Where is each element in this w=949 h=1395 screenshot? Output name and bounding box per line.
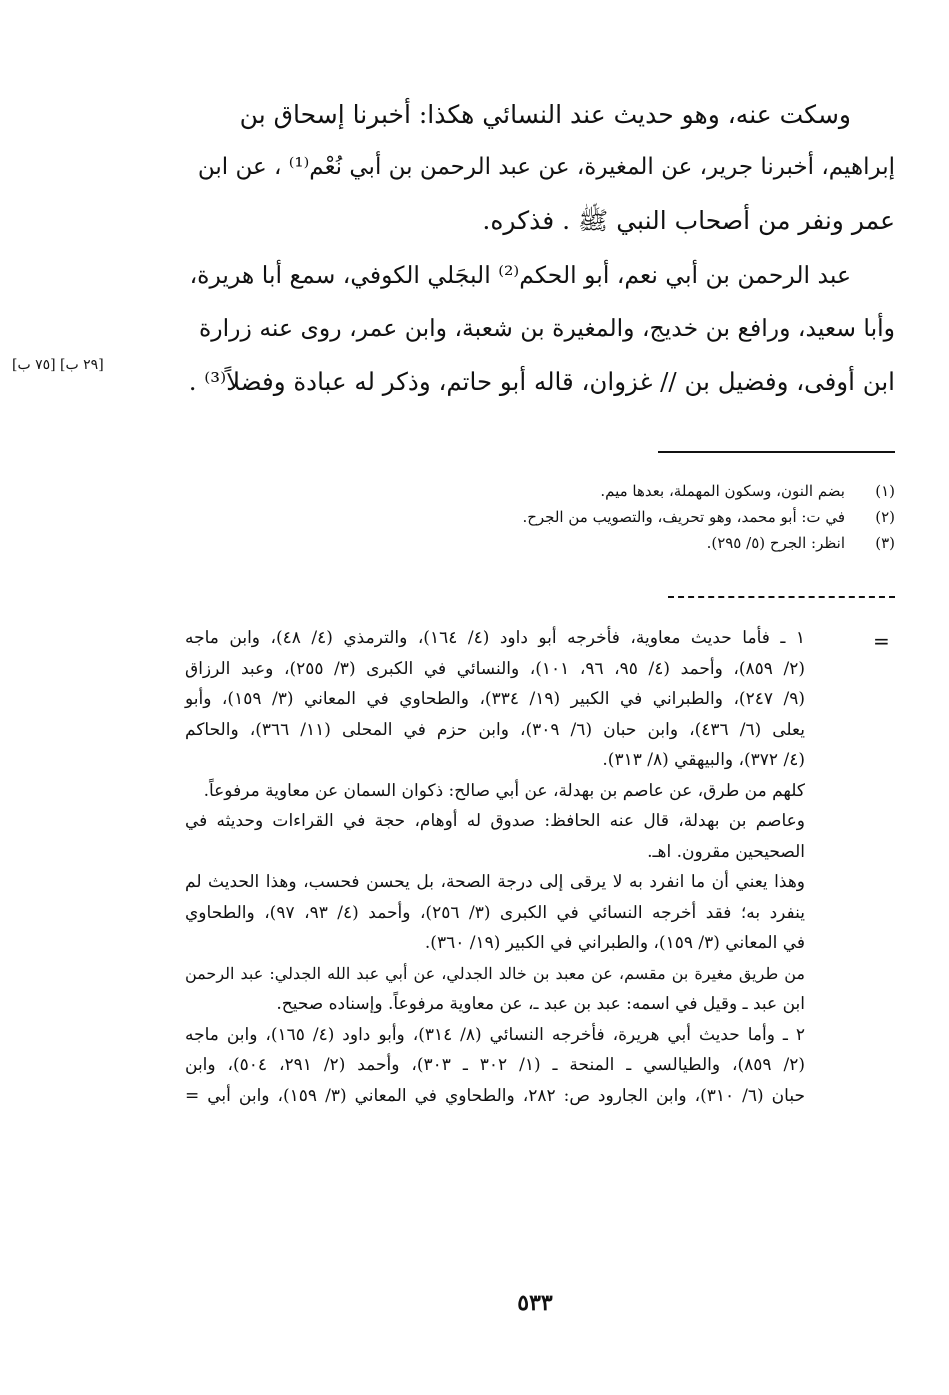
main-text — [185, 88, 895, 408]
commentary-line: كلهم من طرق، عن عاصم بن بهدلة، عن أبي صالح: ذكوان السمان عن معاوية مرفوعاً. — [203, 780, 805, 801]
footnote-text: في ت: أبو محمد، وهو تحريف، والتصويب من الجرح. — [522, 508, 845, 526]
commentary-line: (٩/ ٢٤٧)، والطبراني في الكبير (١٩/ ٣٣٤)، والطحاوي في المعاني (٣/ ١٥٩)، وأبو — [185, 689, 805, 709]
commentary-line: حبان (٦/ ٣١٠)، وابن الجارود ص: ٢٨٢، والطحاوي في المعاني (٣/ ١٥٩)، وابن أبي = — [185, 1085, 805, 1106]
footnote-number: (١) — [875, 482, 895, 500]
commentary-line: في المعاني (٣/ ١٥٩)، والطبراني في الكبير (١٩/ ٣٦٠). — [424, 933, 805, 953]
commentary-line: ابن عبد ـ وقيل في اسمه: عبد بن عبد ـ، عن معاوية مرفوعاً. وإسناده صحيح. — [276, 994, 805, 1014]
paragraph-1 — [185, 88, 895, 247]
continuation-mark: = — [873, 629, 890, 653]
page-number: ٥٣٣ — [517, 1290, 553, 1316]
footnote-item — [450, 530, 895, 556]
footnote-item — [450, 504, 895, 530]
text-line: إبراهيم، أخبرنا جرير، عن المغيرة، عن عبد الرحمن بن أبي نُعْم⁽¹⁾ ، عن ابن — [197, 154, 895, 180]
footnotes — [450, 478, 895, 556]
text-line: وأبا سعيد، ورافع بن خديج، والمغيرة بن شعبة، وابن عمر، روى عنه زرارة — [198, 314, 895, 342]
commentary-line: الصحيحين مقرون. اهـ. — [647, 841, 805, 862]
text-line: وسكت عنه، وهو حديث عند النسائي هكذا: أخبرنا إسحاق بن — [239, 100, 851, 129]
commentary-line: (٢/ ٨٥٩)، والطيالسي ـ المنحة ـ (١/ ٣٠٢ ـ ٣٠٣)، وأحمد (٢/ ٢٩١، ٥٠٤)، وابن — [185, 1055, 805, 1075]
manuscript-folio-note: [٢٩ ب] [٧٥ ب] — [12, 357, 104, 373]
footnote-text: بضم النون، وسكون المهملة، بعدها ميم. — [600, 482, 845, 500]
commentary-line: ١ ـ فأما حديث معاوية، فأخرجه أبو داود (٤/ ١٦٤)، والترمذي (٤/ ٤٨)، وابن ماجه — [185, 628, 805, 648]
commentary-text — [185, 623, 805, 1111]
commentary-line: من طريق مغيرة بن مقسم، عن معبد بن خالد الجدلي، عن أبي عبد الله الجدلي: عبد الرحمن — [185, 963, 805, 983]
commentary-line: (٢/ ٨٥٩)، وأحمد (٤/ ٩٥، ٩٦، ١٠١)، والنسائي في الكبرى (٣/ ٢٥٥)، وعبد الرزاق — [185, 658, 805, 679]
commentary-line: وعاصم بن بهدلة، قال عنه الحافظ: صدوق له أوهام، حجة في القراءات وحديثه في — [185, 811, 805, 831]
footnote-number: (٢) — [875, 508, 895, 526]
commentary-line: وهذا يعني أن ما انفرد به لا يرقى إلى درجة الصحة، بل يحسن فحسب، وهذا الحديث لم — [185, 872, 805, 892]
footnote-number: (٣) — [875, 534, 895, 552]
commentary-line: يعلى (٦/ ٤٣٦)، وابن حبان (٦/ ٣٠٩)، وابن حزم في المحلى (١١/ ٣٦٦)، والحاكم — [185, 719, 805, 740]
commentary-line: ينفرد به؛ فقد أخرجه النسائي في الكبرى (٣/ ٢٥٦)، وأحمد (٤/ ٩٣، ٩٧)، والطحاوي — [185, 902, 806, 923]
text-line: ابن أوفى، وفضيل بن // غزوان، قاله أبو حاتم، وذكر له عبادة وفضلاً⁽³⁾ . — [188, 367, 895, 396]
footnote-separator — [658, 451, 895, 453]
commentary-line: ٢ ـ وأما حديث أبي هريرة، فأخرجه النسائي (٨/ ٣١٤)، وأبو داود (٤/ ١٦٥)، وابن ماجه — [185, 1024, 805, 1045]
footnote-text: انظر: الجرح (٥/ ٢٩٥). — [706, 534, 845, 552]
commentary-separator — [668, 596, 895, 598]
footnote-item — [450, 478, 895, 504]
text-line: عبد الرحمن بن أبي نعم، أبو الحكم⁽²⁾ البجَلي الكوفي، سمع أبا هريرة، — [189, 261, 851, 289]
text-line: عمر ونفر من أصحاب النبي ﷺ . فذكره. — [482, 206, 895, 235]
commentary-line: (٤/ ٣٧٢)، والبيهقي (٨/ ٣١٣). — [602, 750, 805, 770]
paragraph-2 — [185, 249, 895, 408]
